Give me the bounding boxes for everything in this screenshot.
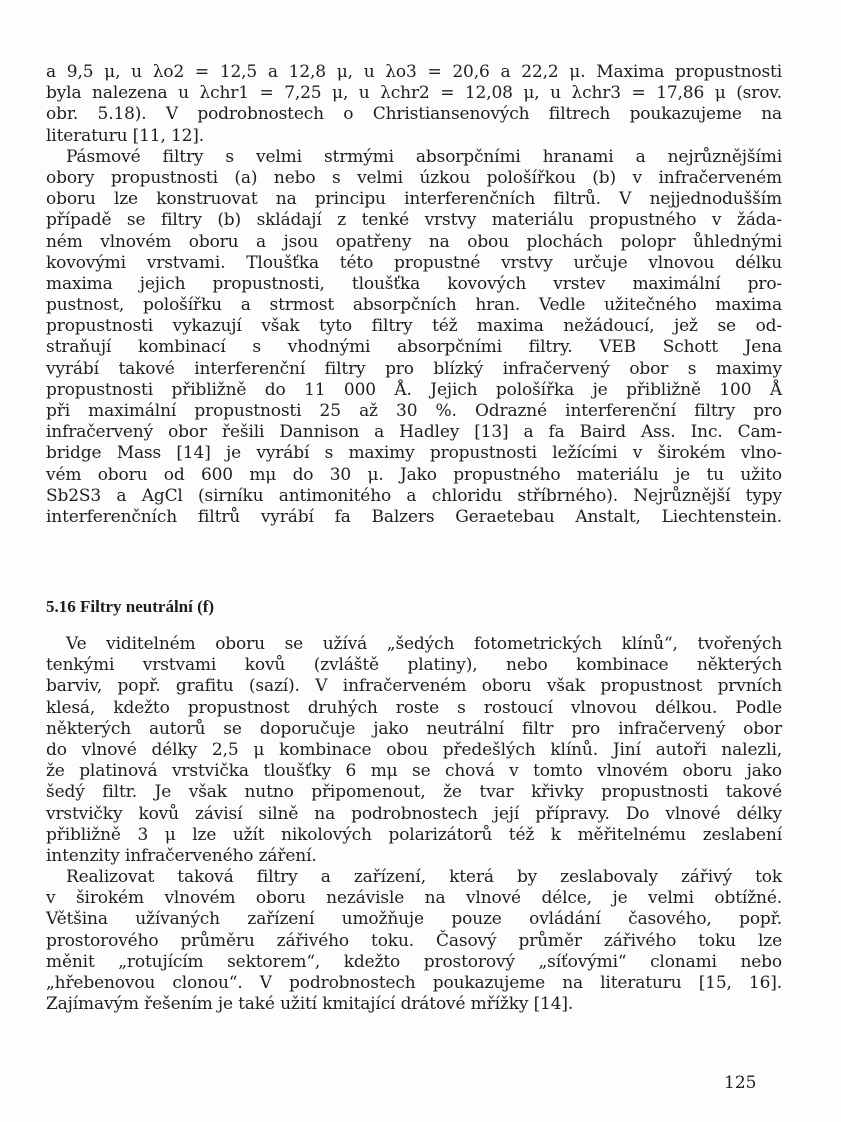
- text-line: Sb2S3 a AgCl (sirníku antimonitého a chloridu stříbrného). Nejrůznější typy: [46, 485, 782, 506]
- body-text-section: [46, 634, 782, 1015]
- text-line: bridge Mass [14] je vyrábí s maximy propustnosti ležícími v širokém vlno-: [46, 443, 782, 464]
- text-line: prostorového průměru zářivého toku. Časový průměr zářivého toku lze: [46, 930, 782, 951]
- text-line: šedý filtr. Je však nutno připomenout, že tvar křivky propustnosti takové: [46, 782, 782, 803]
- body-text-top: [46, 62, 782, 528]
- paragraph-visible-range: [46, 634, 782, 867]
- text-line: vrstvičky kovů závisí silně na podrobnostech její přípravy. Do vlnové délky: [46, 803, 782, 824]
- text-line: propustnosti vykazují však tyto filtry též maxima nežádoucí, jež se od-: [46, 316, 782, 337]
- text-line: měnit „rotujícím sektorem“, kdežto prostorový „síťovými“ clonami nebo: [46, 951, 782, 972]
- text-line: v širokém vlnovém oboru nezávisle na vlnové délce, je velmi obtížné.: [46, 888, 782, 909]
- text-line: Pásmové filtry s velmi strmými absorpčními hranami a nejrůznějšími: [66, 146, 782, 167]
- text-line: případě se filtry (b) skládají z tenké vrstvy materiálu propustného v žáda-: [46, 210, 782, 231]
- text-line: obr. 5.18). V podrobnostech o Christiansenových filtrech poukazujeme na: [46, 104, 782, 125]
- text-line: obory propustnosti (a) nebo s velmi úzkou pološířkou (b) v infračerveném: [46, 167, 782, 188]
- text-line: a 9,5 μ, u λo2 = 12,5 a 12,8 μ, u λo3 = 20,6 a 22,2 μ. Maxima propustnosti: [46, 62, 782, 82]
- text-line: kovovými vrstvami. Tloušťka této propustné vrstvy určuje vlnovou délku: [46, 252, 782, 273]
- text-line: Ve viditelném oboru se užívá „šedých fotometrických klínů“, tvořených: [66, 634, 782, 654]
- paragraph-band-filters: [46, 147, 782, 528]
- text-line: intenzity infračerveného záření.: [46, 845, 317, 866]
- text-line: některých autorů se doporučuje jako neutrální filtr pro infračervený obor: [46, 718, 782, 739]
- text-line: ném vlnovém oboru a jsou opatřeny na obou plochách polopr ůhlednými: [46, 231, 782, 252]
- text-line: přibližně 3 μ lze užít nikolových polarizátorů též k měřitelnému zeslabení: [46, 824, 782, 845]
- section-heading: 5.16 Filtry neutrální (f): [46, 597, 215, 616]
- text-line: barviv, popř. grafitu (sazí). V infračerveném oboru však propustnost prvních: [46, 676, 782, 697]
- text-line: do vlnové délky 2,5 μ kombinace obou předešlých klínů. Jiní autoři nalezli,: [46, 739, 782, 760]
- text-line: oboru lze konstruovat na principu interferenčních filtrů. V nejjednodušším: [46, 189, 782, 210]
- text-line: Zajímavým řešením je také užití kmitající drátové mřížky [14].: [46, 994, 574, 1015]
- page-number: 125: [724, 1073, 757, 1093]
- text-line: „hřebenovou clonou“. V podrobnostech poukazujeme na literaturu [15, 16].: [46, 973, 782, 993]
- text-line: klesá, kdežto propustnost druhých roste s rostoucí vlnovou délkou. Podle: [46, 697, 782, 718]
- text-line: vyrábí takové interferenční filtry pro blízký infračervený obor s maximy: [46, 358, 782, 379]
- text-line: byla nalezena u λchr1 = 7,25 μ, u λchr2 = 12,08 μ, u λchr3 = 17,86 μ (srov.: [46, 83, 782, 104]
- text-line: interferenčních filtrů vyrábí fa Balzers Geraetebau Anstalt, Liechtenstein.: [46, 506, 782, 527]
- text-line: vém oboru od 600 mμ do 30 μ. Jako propustného materiálu je tu užito: [46, 464, 782, 485]
- text-line: Většina užívaných zařízení umožňuje pouze ovládání časového, popř.: [46, 909, 782, 930]
- paragraph-realization: [46, 867, 782, 1015]
- text-line: literaturu [11, 12].: [46, 125, 205, 146]
- text-line: při maximální propustnosti 25 až 30 %. Odrazné interferenční filtry pro: [46, 401, 782, 421]
- text-line: Realizovat taková filtry a zařízení, která by zeslabovaly zářivý tok: [66, 867, 782, 888]
- text-line: maxima jejich propustnosti, tloušťka kovových vrstev maximální pro-: [46, 273, 782, 294]
- text-line: že platinová vrstvička tloušťky 6 mμ se chová v tomto vlnovém oboru jako: [46, 761, 782, 782]
- text-line: pustnost, pološířku a strmost absorpčních hran. Vedle užitečného maxima: [46, 295, 782, 316]
- text-line: straňují kombinací s vhodnými absorpčními filtry. VEB Schott Jena: [46, 337, 782, 358]
- text-line: infračervený obor řešili Dannison a Hadley [13] a fa Baird Ass. Inc. Cam-: [46, 422, 782, 443]
- text-line: propustnosti přibližně do 11 000 Å. Jejich pološířka je přibližně 100 Å: [46, 379, 782, 400]
- paragraph-christiansen-continued: [46, 62, 782, 147]
- text-line: tenkými vrstvami kovů (zvláště platiny), nebo kombinace některých: [46, 655, 782, 676]
